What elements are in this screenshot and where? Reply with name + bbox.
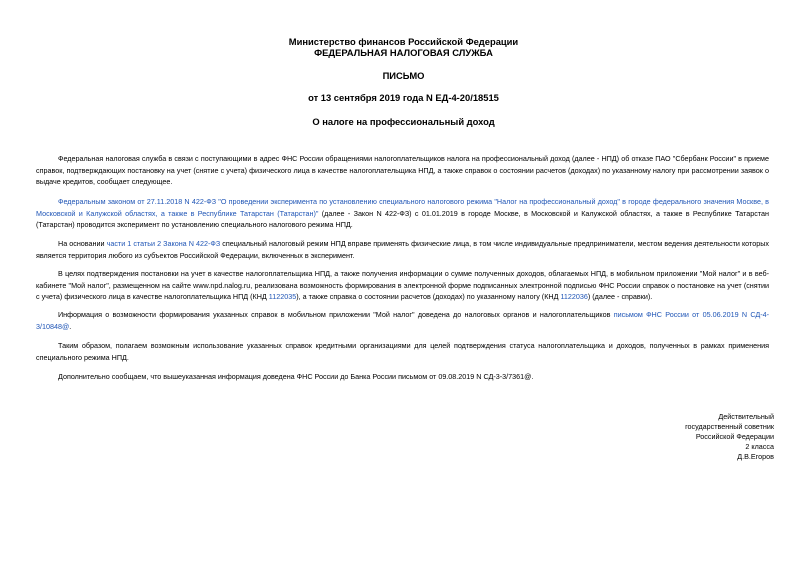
doc-type: ПИСЬМО <box>382 70 425 81</box>
paragraph-1-text: Федеральная налоговая служба в связи с поступающими в адрес ФНС России обращениями налогоплательщиков налога на профессиональный доход (далее - НПД) об отказе ПАО "Сбербанк России" в приеме справок, подтверждающих постановку на учет (снятие с учета) физического лица в качестве налогоплательщика НПД, а также справок о состоянии расчетов (доходах) по указанному налогу при рассмотрении заявок о выдаче кредитов, сообщает следующее. <box>36 154 769 186</box>
paragraph-6-text: Таким образом, полагаем возможным использование указанных справок кредитными организациями для целей подтверждения статуса налогоплательщика и доходов, полученных в рамках применения специального режима НПД. <box>36 341 769 362</box>
paragraph-5 <box>36 309 769 332</box>
law-article-link[interactable]: части 1 статьи 2 Закона N 422-ФЗ <box>106 239 221 248</box>
paragraph-4 <box>36 268 769 303</box>
doc-subject: О налоге на профессиональный доход <box>312 116 495 127</box>
paragraph-5-end: . <box>69 321 72 331</box>
paragraph-7 <box>36 371 769 383</box>
service-title: ФЕДЕРАЛЬНАЯ НАЛОГОВАЯ СЛУЖБА <box>314 47 493 58</box>
paragraph-3-lead: На основании <box>58 239 107 248</box>
ministry-title: Министерство финансов Российской Федерации <box>288 36 519 47</box>
signature-line-2: государственный советник <box>685 422 774 431</box>
paragraph-4-text-a: В целях подтверждения постановки на учет в качестве налогоплательщика НПД, а также получения информации о сумме полученных доходов, облагаемых НПД, в мобильном приложении "Мой налог" и в веб-кабинете "Мой налог", размещенном на сайте www.npd.nalog.ru, реализована возможность формирования в электронной форме подписанных электронной подписью ФНС России справок о постановке на учет (снятии с учета) физического лица в качестве налогоплательщика НПД (КНД <box>36 269 769 301</box>
paragraph-3-text: специальный налоговый режим НПД вправе применять физические лица, в том числе индивидуальные предприниматели, местом ведения деятельности которых является территория любого из субъектов Российской Федерации, включенных в эксперимент. <box>36 239 769 260</box>
paragraph-3 <box>36 238 769 261</box>
paragraph-7-text: Дополнительно сообщаем, что вышеуказанная информация доведена ФНС России до Банка России письмом от 09.08.2019 N СД-3-3/7361@. <box>58 372 534 381</box>
paragraph-1 <box>36 153 769 188</box>
paragraph-4-text-b: ), а также справка о состоянии расчетов (доходах) по указанному налогу (КНД <box>296 292 561 301</box>
signature-line-3: Российской Федерации <box>695 432 774 441</box>
signature-name: Д.В.Егоров <box>737 452 774 461</box>
paragraph-4-text-c: ) (далее - справки). <box>587 292 653 301</box>
paragraph-2 <box>36 196 769 231</box>
signature-block <box>678 412 774 462</box>
fns-letter-link[interactable]: письмом ФНС России от 05.06.2019 N СД-4-3/10848@ <box>36 310 769 331</box>
law-422-link[interactable]: Федеральным законом от 27.11.2018 N 422-ФЗ "О проведении эксперимента по установлению специального налогового режима "Налог на профессиональный доход" в городе федерального значения Москве, в Московской и Калужской областях, а также в Республике Татарстан (Татарстан)" <box>36 197 769 218</box>
signature-line-4: 2 класса <box>745 442 774 451</box>
paragraph-6 <box>36 340 769 363</box>
paragraph-2-text: (далее - Закон N 422-ФЗ) с 01.01.2019 в городе Москве, в Московской и Калужской областях, а также в Республике Татарстан (Татарстан) проводится эксперимент по установлению специального налогового режима НПД. <box>36 208 769 229</box>
knd-1122036-link[interactable]: 1122036 <box>560 292 588 301</box>
paragraph-5-lead: Информация о возможности формирования указанных справок в мобильном приложении "Мой налог" доведена до налоговых органов и налогоплательщиков <box>58 310 614 319</box>
knd-1122035-link[interactable]: 1122035 <box>268 292 297 301</box>
signature-line-1: Действительный <box>718 412 774 421</box>
doc-date-number: от 13 сентября 2019 года N ЕД-4-20/18515 <box>308 92 499 103</box>
